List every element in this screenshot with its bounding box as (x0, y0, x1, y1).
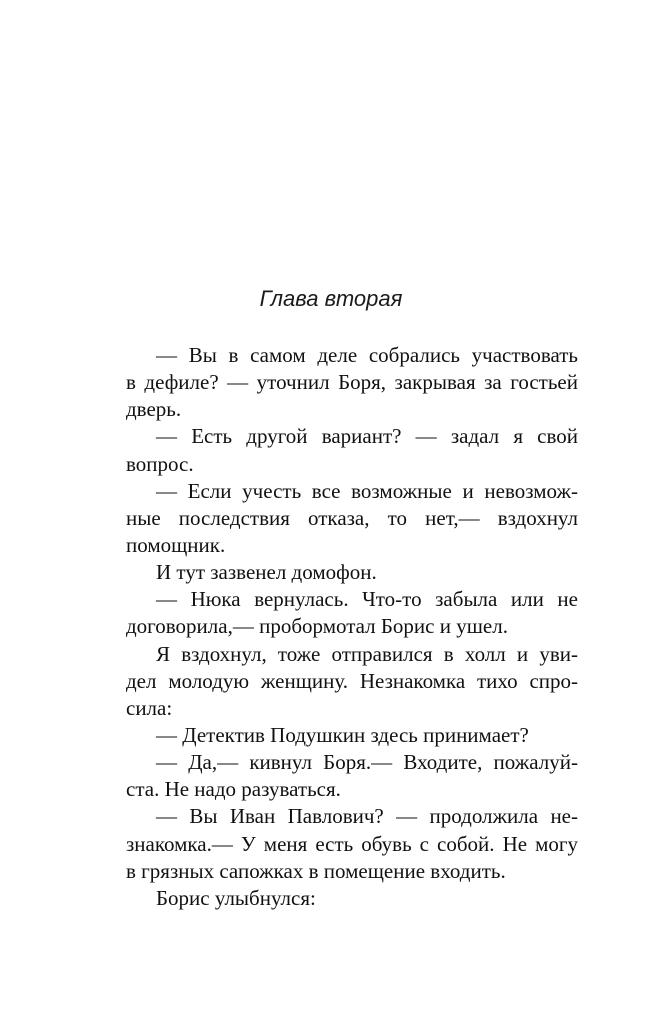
text-line: сила: (126, 695, 173, 720)
text-line: — Вы Иван Павлович? — продолжила не- (156, 804, 578, 829)
text-line: — Вы в самом деле собрались участвовать (156, 343, 578, 367)
text-line: договорила,— пробормотал Борис и ушел. (126, 614, 508, 639)
text-line: Я вздохнул, тоже отправился в холл и уви- (156, 641, 578, 666)
text-line: Борис улыбнулся: (156, 885, 316, 910)
text-line: в дефиле? — уточнил Боря, закрывая за гостьей (126, 370, 578, 395)
text-line: — Нюка вернулась. Что-то забыла или не (156, 587, 578, 612)
text-line: в грязных сапожках в помещение входить. (126, 858, 506, 883)
text-line: — Детектив Подушкин здесь принимает? (156, 722, 529, 747)
text-line: дел молодую женщину. Незнакомка тихо спро- (126, 668, 578, 693)
text-line: ные последствия отказа, то нет,— вздохнул (126, 505, 578, 530)
text-line: — Если учесть все возможные и невозмож- (156, 478, 578, 503)
chapter-title: Глава вторая (259, 286, 403, 311)
text-line: дверь. (126, 397, 182, 422)
text-line: И тут зазвенел домофон. (156, 560, 377, 585)
text-line: вопрос. (126, 451, 194, 476)
text-line: ста. Не надо разуваться. (126, 777, 341, 802)
text-line: — Да,— кивнул Боря.— Входите, пожалуй- (156, 750, 578, 775)
text-line: знакомка.— У меня есть обувь с собой. Не могу (126, 831, 578, 856)
text-line: — Есть другой вариант? — задал я свой (156, 424, 578, 449)
text-line: помощник. (126, 532, 226, 557)
body-text (126, 342, 578, 912)
